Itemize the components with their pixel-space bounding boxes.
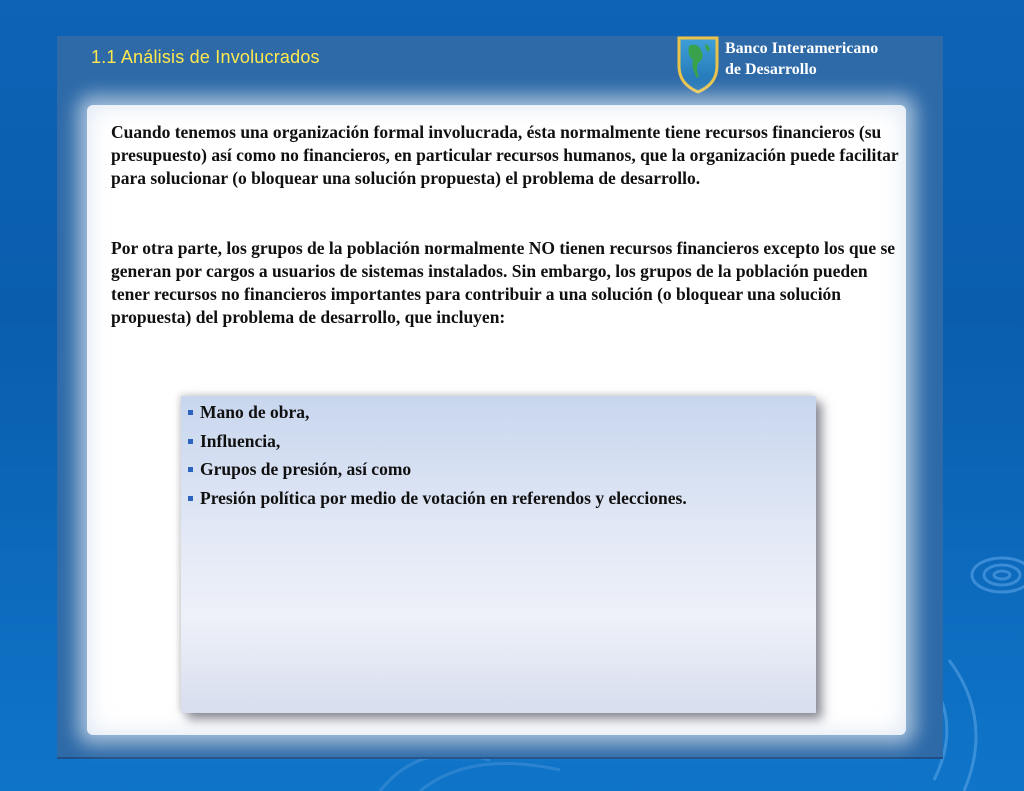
bullet-square-icon bbox=[188, 496, 193, 501]
content-card bbox=[87, 105, 906, 735]
logo-line-1: Banco Interamericano bbox=[725, 40, 879, 57]
list-item bbox=[187, 427, 816, 456]
slide-panel bbox=[57, 36, 943, 759]
list-item bbox=[187, 484, 816, 513]
paragraph-population-groups: Por otra parte, los grupos de la población normalmente NO tienen recursos financieros excepto los que se generan por cargos a usuarios de sistemas instalados. Sin embargo, los grupos de la población pueden tener recursos no financieros importantes para contribuir a una solución (o bloquear una solución propuesta) del problema de desarrollo, que incluyen: bbox=[111, 238, 896, 327]
list-item-text: Presión política por medio de votación en referendos y elecciones. bbox=[200, 487, 687, 508]
paragraph-organizations: Cuando tenemos una organización formal involucrada, ésta normalmente tiene recursos financieros (su presupuesto) así como no financieros, en particular recursos humanos, que la organización puede facilitar para solucionar (o bloquear una solución propuesta) el problema de desarrollo. bbox=[111, 122, 899, 188]
bullet-square-icon bbox=[188, 467, 193, 472]
resources-list-box bbox=[181, 396, 816, 713]
list-item-text: Grupos de presión, así como bbox=[200, 459, 412, 479]
idb-logo bbox=[673, 36, 943, 94]
list-item bbox=[187, 398, 816, 427]
list-item-text: Influencia, bbox=[200, 430, 281, 451]
bullet-square-icon bbox=[188, 410, 193, 415]
slide-title: 1.1 Análisis de Involucrados bbox=[91, 47, 320, 67]
idb-logo-text bbox=[725, 38, 878, 80]
list-item bbox=[187, 455, 816, 484]
resources-list bbox=[181, 396, 816, 512]
logo-line-2: de Desarrollo bbox=[725, 61, 817, 78]
idb-emblem-icon bbox=[675, 36, 721, 94]
bullet-square-icon bbox=[188, 439, 193, 444]
list-item-text: Mano de obra, bbox=[200, 402, 310, 422]
